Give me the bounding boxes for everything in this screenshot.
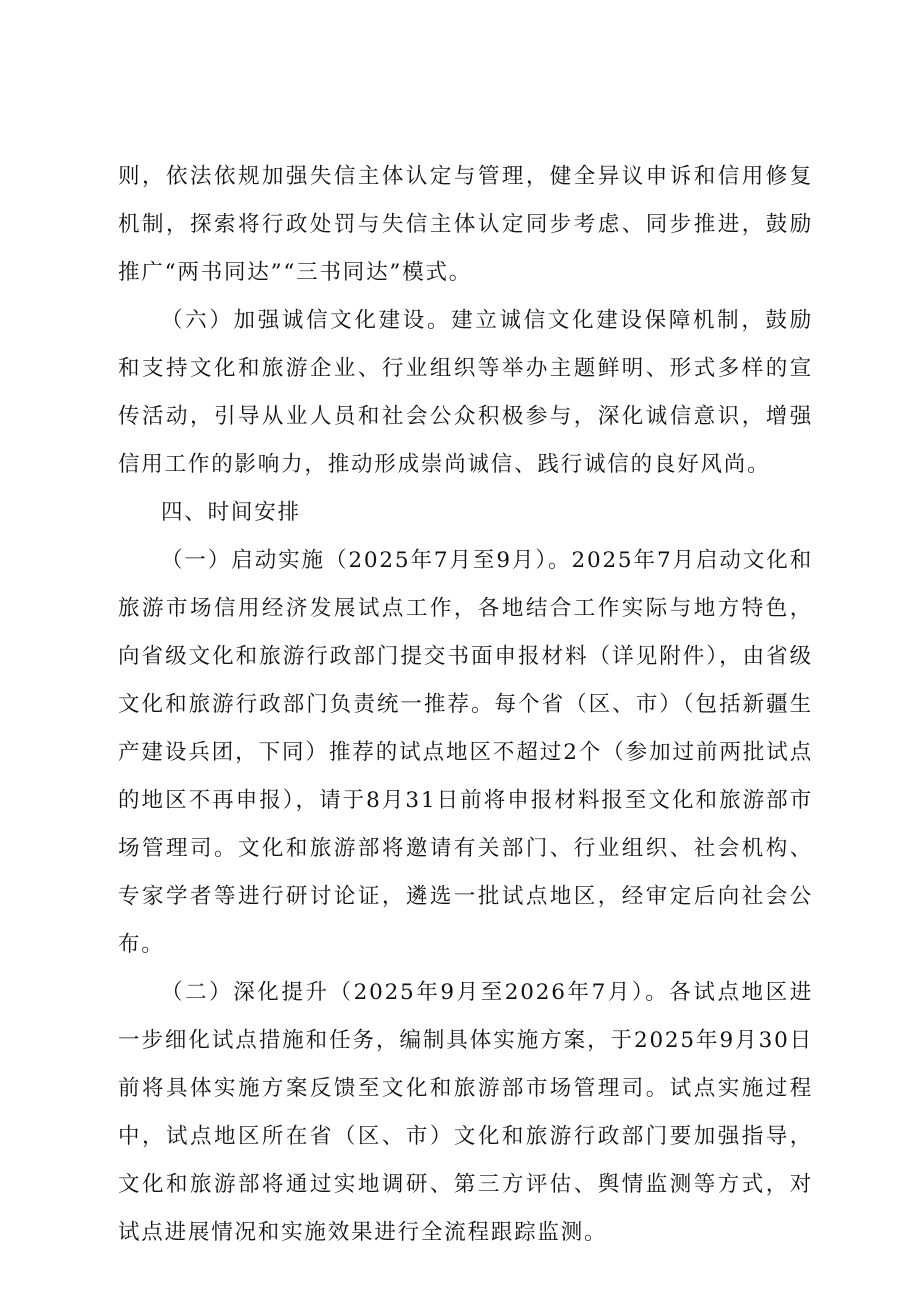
section-heading-schedule: 四、时间安排 — [161, 500, 301, 525]
document-body — [118, 153, 813, 1257]
paragraph-deepening-phase: （二）深化提升（2025年9月至2026年7月）。各试点地区进一步细化试点措施和任务，编制具体实施方案，于2025年9月30日前将具体实施方案反馈至文化和旅游部市场管理司。试点实施过程中，试点地区所在省（区、市）文化和旅游行政部门要加强指导，文化和旅游部将通过实地调研、第三方评估、舆情监测等方式，对试点进展情况和实施效果进行全流程跟踪监测。 — [118, 980, 813, 1245]
paragraph-launch-phase: （一）启动实施（2025年7月至9月）。2025年7月启动文化和旅游市场信用经济发展试点工作，各地结合工作实际与地方特色，向省级文化和旅游行政部门提交书面申报材料（详见附件），由省级文化和旅游行政部门负责统一推荐。每个省（区、市）（包括新疆生产建设兵团，下同）推荐的试点地区不超过2个（参加过前两批试点的地区不再申报），请于8月31日前将申报材料报至文化和旅游部市场管理司。文化和旅游部将邀请有关部门、行业组织、社会机构、专家学者等进行研讨论证，遴选一批试点地区，经审定后向社会公布。 — [118, 548, 813, 957]
paragraph-continuation: 则，依法依规加强失信主体认定与管理，健全异议申诉和信用修复机制，探索将行政处罚与失信主体认定同步考虑、同步推进，鼓励推广“两书同达”“三书同达”模式。 — [118, 164, 813, 285]
paragraph-integrity-culture: （六）加强诚信文化建设。建立诚信文化建设保障机制，鼓励和支持文化和旅游企业、行业组织等举办主题鲜明、形式多样的宣传活动，引导从业人员和社会公众积极参与，深化诚信意识，增强信用工作的影响力，推动形成崇尚诚信、践行诚信的良好风尚。 — [118, 308, 813, 477]
